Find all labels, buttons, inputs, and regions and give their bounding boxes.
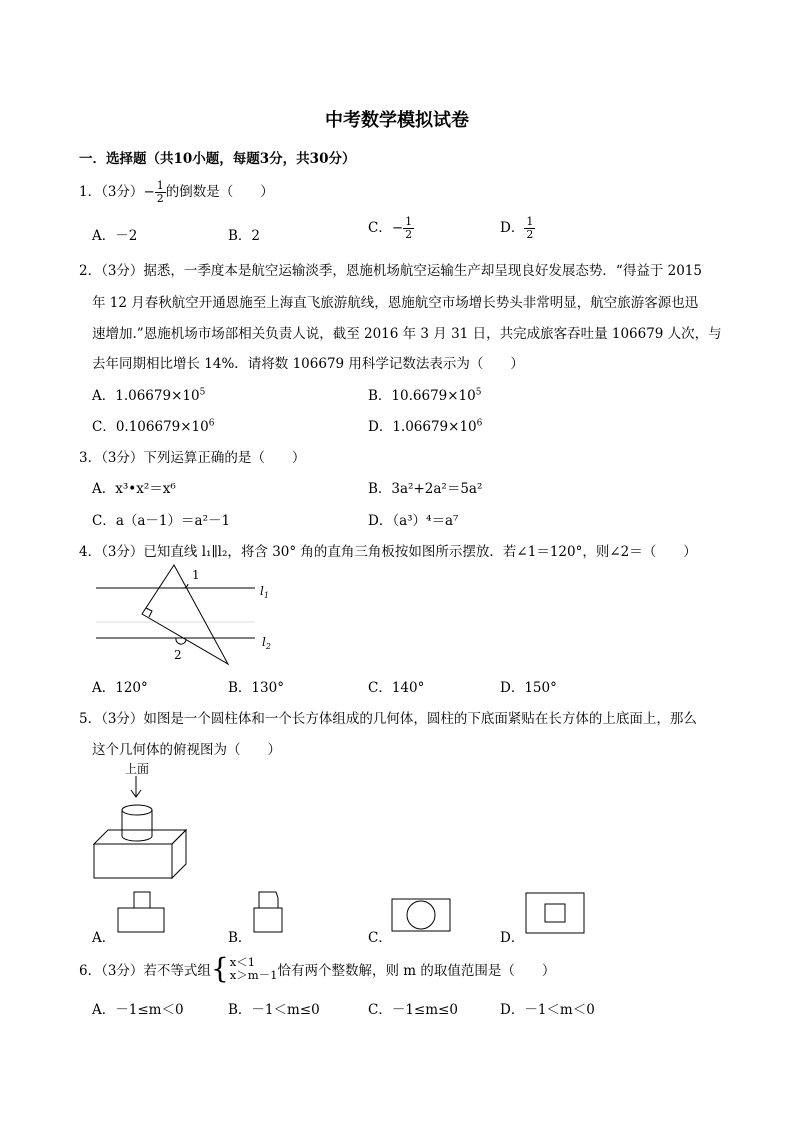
q6-suffix: 恰有两个整数解，则 m 的取值范围是（ ） [277,963,556,979]
q4-stem: 4．（3分）已知直线 l₁∥l₂，将含 30° 角的直角三角板按如图所示摆放．若∠1＝120°，则∠2＝（ ） [79,544,697,560]
q1-minus: − [143,184,155,200]
q5-option-c[interactable]: C． [368,930,392,946]
q1-option-d-num: 1 [526,215,534,228]
q6-option-a[interactable]: A．－1≤m＜0 [92,1002,184,1018]
q2-line-4: 去年同期相比增长 14%．请将数 106679 用科学记数法表示为（ ） [92,356,524,372]
q1-option-c-num: 1 [405,215,413,228]
q2-line-2: 年 12 月春秋航空开通恩施至上海直飞旅游航线，恩施航空市场增长势头非常明显，航空旅游客源也迅 [92,295,699,311]
q4-option-d[interactable]: D．150° [500,680,557,696]
angle-1-label: 1 [192,568,200,582]
q4-option-c[interactable]: C．140° [368,680,425,696]
option-d-inner-rect [545,904,565,922]
option-c-rect [392,899,450,931]
option-b-base-rect [254,908,282,932]
q5-option-c-figure [390,896,454,936]
q6-brace: { [210,952,229,985]
q2-line-3: 速增加.”恩施机场市场部相关负责人说，截至 2016 年 3 月 31 日，共完成旅客吞吐量 106679 人次，与 [92,326,722,342]
q5-solid-figure [90,760,190,880]
q3-option-b[interactable]: B．3a²+2a²＝5a² [368,481,483,497]
page-title: 中考数学模拟试卷 [325,110,469,131]
q6-option-d[interactable]: D．－1＜m＜0 [500,1002,595,1018]
label-l1: $l_1$ [260,584,269,600]
option-c-circle [407,901,435,929]
q2-line-1: 2．（3分）据悉，一季度本是航空运输淡季，恩施机场航空运输生产却呈现良好发展态势．“得益于 2015 [79,263,702,279]
cylinder-top [122,805,152,815]
option-d-outer-rect [526,893,584,933]
top-view-label: 上面 [125,762,150,776]
q2-option-b[interactable] [368,384,481,404]
q5-option-d-figure [524,890,588,938]
q2-option-a[interactable] [92,384,205,404]
question-1-stem [79,180,274,205]
cylinder-bottom [122,836,152,841]
q6-option-b[interactable]: B．－1＜m≤0 [228,1002,320,1018]
q2-option-c-base: C．0.106679×10 [92,419,209,435]
q2-option-b-base: B．10.6679×10 [368,388,476,404]
right-triangle [142,565,228,664]
q6-option-c[interactable]: C．－1≤m≤0 [368,1002,458,1018]
q5-option-d[interactable]: D． [500,930,525,946]
q1-option-c-den: 2 [405,228,413,241]
q5-option-a[interactable]: A． [92,930,116,946]
box-front-face [94,844,172,878]
q5-option-b[interactable]: B． [228,930,252,946]
q2-option-a-exp: 5 [199,387,206,398]
q2-option-d-exp: 6 [476,418,483,429]
q4-option-b[interactable]: B．130° [228,680,284,696]
q1-option-c-minus: − [391,220,404,236]
q3-option-d[interactable]: D．（a³）⁴＝a⁷ [368,513,459,529]
right-angle-mark [146,608,152,617]
q2-option-c-exp: 6 [208,418,215,429]
q6-system [230,956,278,982]
angle-2-label: 2 [174,648,182,662]
q1-frac-den: 2 [156,192,164,205]
option-a-base-rect [118,908,164,932]
q3-option-a[interactable]: A．x³•x²＝x⁶ [92,481,176,497]
q1-option-b[interactable]: B．2 [228,228,261,244]
q2-option-c[interactable] [92,415,214,435]
q4-option-a[interactable]: A．120° [92,680,148,696]
q1-fraction [155,180,166,205]
q2-option-d-base: D．1.06679×10 [368,419,477,435]
q6-stem [79,952,556,985]
q6-system-line-1: x＜1 [229,955,256,969]
q5-line-1: 5．（3分）如图是一个圆柱体和一个长方体组成的几何体，圆柱的下底面紧贴在长方体的上底面上，那么 [79,711,697,727]
option-a-top-rect [134,892,150,908]
q5-line-2: 这个几何体的俯视图为（ ） [92,742,281,758]
box-top-face [94,830,186,844]
q1-option-d-label: D． [500,220,525,236]
q3-stem: 3．（3分）下列运算正确的是（ ） [79,450,306,466]
q1-option-a[interactable]: A．－2 [92,228,138,244]
q1-prefix: 1．（3分） [79,184,144,200]
q1-option-d-den: 2 [526,228,534,241]
q1-option-c[interactable] [368,216,414,241]
q1-suffix: 的倒数是（ ） [165,184,274,200]
q5-option-b-figure [250,886,290,938]
q1-option-c-label: C． [368,220,392,236]
q2-option-d[interactable] [368,415,482,435]
q1-option-d[interactable] [500,216,535,241]
q5-option-a-figure [116,890,168,936]
q2-option-a-base: A．1.06679×10 [92,388,200,404]
q1-frac-num: 1 [156,179,164,192]
section-heading: 一．选择题（共10小题，每题3分，共30分） [79,151,356,167]
option-b-top-shape [259,892,278,908]
q3-option-c[interactable]: C．a（a－1）＝a²－1 [92,513,231,529]
box-side-face [172,830,186,878]
q4-parallel-lines-figure [90,560,290,672]
q6-prefix: 6．（3分）若不等式组 [79,963,211,979]
q6-system-line-2: x＞m－1 [229,968,278,982]
label-l2: $l_2$ [262,635,271,651]
q2-option-b-exp: 5 [475,387,482,398]
